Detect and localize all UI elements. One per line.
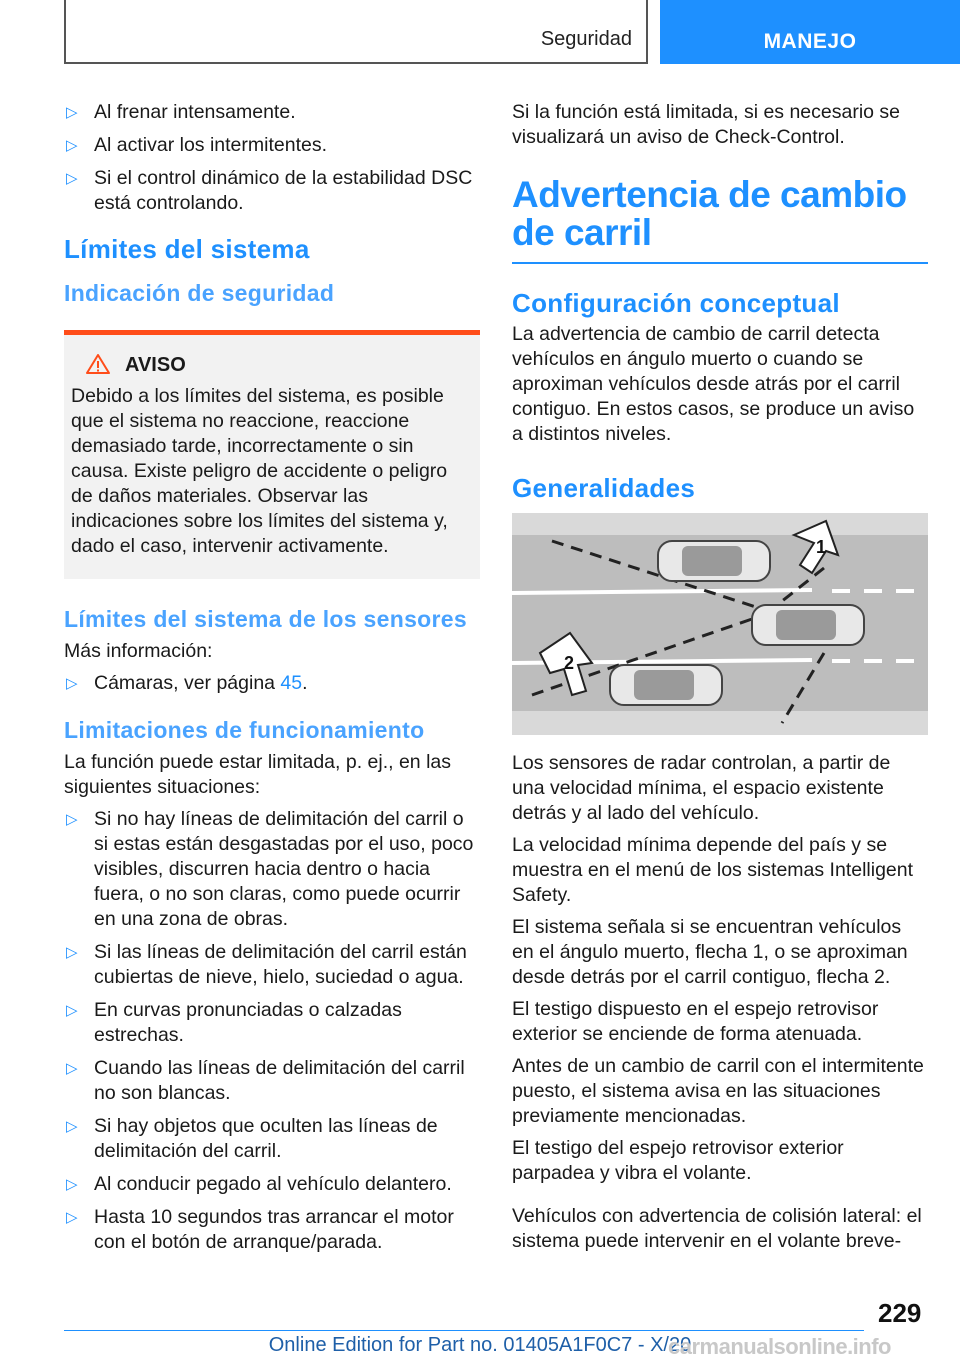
list-item: ▷ Si hay objetos que oculten las líneas de delimitación del carril. (66, 1115, 438, 1162)
list-item: ▷ Cámaras, ver página 45. (66, 672, 308, 694)
warning-box (64, 330, 480, 579)
triangle-bullet-icon: ▷ (66, 170, 78, 187)
header-section: Seguridad (540, 28, 632, 50)
page-number: 229 (878, 1298, 922, 1328)
heading-main: Advertencia de cambio de carril (512, 176, 928, 264)
list-item: ▷ Si las líneas de delimitación del carril están cubiertas de nieve, hielo, suciedad o agua. (66, 941, 467, 988)
paragraph: El testigo dispuesto en el espejo retrovisor exterior se enciende de forma atenuada. (512, 998, 879, 1045)
left-column (64, 100, 480, 1263)
concept-text: La advertencia de cambio de carril detecta vehículos en ángulo muerto o cuando se aproximan vehículos desde atrás por el carril contiguo. En estos casos, se produce un aviso a distintos niveles. (512, 323, 915, 445)
warning-triangle-icon (85, 353, 111, 375)
triangle-bullet-icon: ▷ (66, 104, 78, 121)
list-item: ▷ En curvas pronunciadas o calzadas estrechas. (66, 999, 402, 1046)
paragraph: El sistema señala si se encuentran vehículos en el ángulo muerto, flecha 1, o se aproximan desde detrás por el carril contiguo, flecha 2. (512, 916, 908, 988)
car-icon (610, 665, 722, 705)
lane-change-figure (512, 513, 928, 735)
warning-text: Debido a los límites del sistema, es posible que el sistema no reaccione, reaccione demasiado tarde, incorrectamente o sin causa. Existe peligro de accidente o peligro de daños materiales. Observar las indicaciones sobre los límites del sistema y, dado el caso, intervenir activamente. (71, 385, 448, 557)
list-item: ▷ Al activar los intermitentes. (66, 134, 328, 156)
list-item: ▷ Hasta 10 segundos tras arrancar el motor con el botón de arranque/parada. (66, 1206, 454, 1253)
footer-edition: Online Edition for Part no. 01405A1F0C7 - X/20 (268, 1334, 692, 1356)
svg-text:2: 2 (564, 653, 575, 673)
triangle-bullet-icon: ▷ (66, 137, 78, 154)
heading-limits: Límites del sistema (64, 234, 310, 264)
intro-text: Si la función está limitada, si es necesario se visualizará un aviso de Check-Control. (512, 101, 901, 148)
top-list (64, 100, 480, 216)
heading-concept: Configuración conceptual (512, 288, 840, 318)
more-info: Más información: (64, 640, 213, 662)
triangle-bullet-icon: ▷ (66, 944, 78, 961)
triangle-bullet-icon: ▷ (66, 1118, 78, 1135)
page-link[interactable]: 45 (280, 672, 303, 694)
triangle-bullet-icon: ▷ (66, 1002, 78, 1019)
func-list (64, 807, 480, 1255)
paragraph: El testigo del espejo retrovisor exterior parpadea y vibra el volante. (512, 1137, 844, 1184)
footer-divider (64, 1330, 864, 1331)
cameras-list (64, 671, 480, 696)
car-icon (658, 541, 770, 581)
paragraph: Vehículos con advertencia de colisión lateral: el sistema puede intervenir en el volante breve- (512, 1205, 922, 1252)
list-item: ▷ Al conducir pegado al vehículo delantero. (66, 1173, 452, 1195)
func-intro: La función puede estar limitada, p. ej., en las siguientes situaciones: (64, 751, 451, 798)
heading-general: Generalidades (512, 473, 696, 503)
svg-text:1: 1 (816, 537, 827, 557)
triangle-bullet-icon: ▷ (66, 1209, 78, 1226)
car-icon (752, 605, 864, 645)
list-item: ▷ Al frenar intensamente. (66, 101, 296, 123)
heading-functional: Limitaciones de funcionamiento (64, 717, 425, 743)
paragraph: Antes de un cambio de carril con el intermitente puesto, el sistema avisa en las situaciones previamente mencionadas. (512, 1055, 924, 1127)
list-item: ▷ Cuando las líneas de delimitación del carril no son blancas. (66, 1057, 465, 1104)
list-item: ▷ Si el control dinámico de la estabilidad DSC está controlando. (66, 167, 473, 214)
heading-safety: Indicación de seguridad (64, 280, 335, 306)
triangle-bullet-icon: ▷ (66, 1176, 78, 1193)
triangle-bullet-icon: ▷ (66, 675, 78, 692)
watermark: carmanualsonline.info (668, 1334, 891, 1359)
header-tab: MANEJO (660, 0, 960, 64)
paragraph: La velocidad mínima depende del país y se muestra en el menú de los sistemas Intelligent Safety. (512, 834, 914, 906)
list-item: ▷ Si no hay líneas de delimitación del carril o si estas están desgastadas por el uso, poco visibles, discurren hacia dentro o hacia fuera, o no son claras, como puede ocurrir en una zona de obras. (66, 808, 474, 930)
header-box (64, 0, 648, 64)
paragraph: Los sensores de radar controlan, a partir de una velocidad mínima, el espacio existente detrás y al lado del vehículo. (512, 752, 891, 824)
right-column (512, 100, 928, 1261)
triangle-bullet-icon: ▷ (66, 811, 78, 828)
heading-sensors: Límites del sistema de los sensores (64, 606, 467, 632)
warning-title: AVISO (71, 353, 472, 378)
triangle-bullet-icon: ▷ (66, 1060, 78, 1077)
